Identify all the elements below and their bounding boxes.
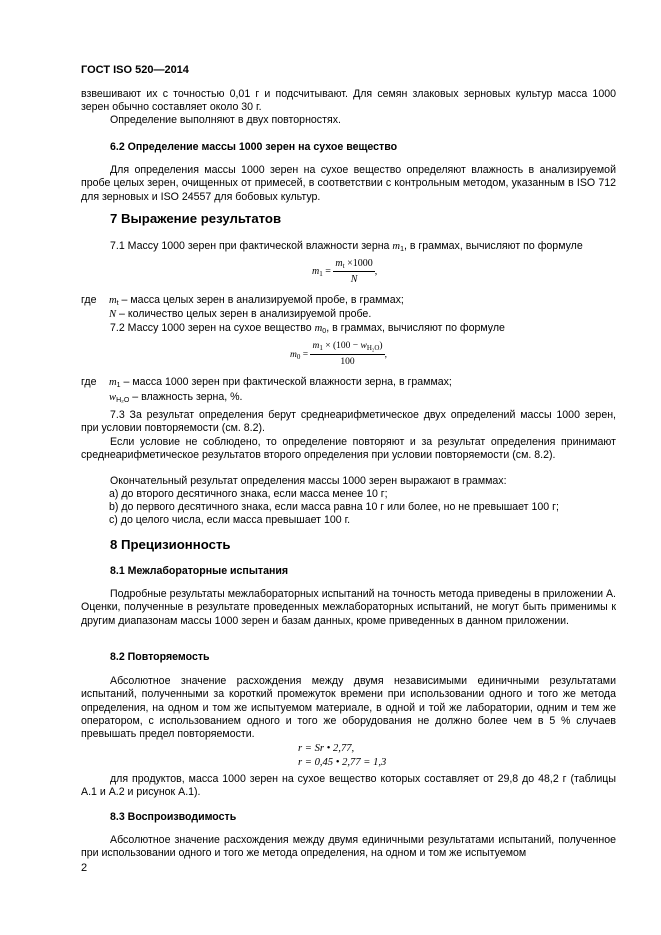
def-n xyxy=(109,308,371,321)
formula-1-num-rest: ×1000 xyxy=(344,258,373,269)
def-w-text: – влажность зерна, %. xyxy=(129,391,243,403)
formula-1 xyxy=(312,257,377,287)
formula-2-num-close: ) xyxy=(379,341,383,351)
formula-2-fraction xyxy=(310,340,384,370)
formula-2-denominator: 100 xyxy=(340,357,355,368)
def-w-sub: H₂O xyxy=(116,397,130,404)
var-m1: m xyxy=(392,241,401,252)
formula-2-lhs-sub: 0 xyxy=(296,352,301,361)
document-header: ГОСТ ISO 520—2014 xyxy=(81,64,189,76)
list-item-b: b) до первого десятичного знака, если масса равна 10 г или более, но не превышает 100 г; xyxy=(109,501,559,513)
def-mt-sub: t xyxy=(116,300,119,307)
formula-2-num-w-sub: H₂O xyxy=(366,344,380,352)
para-7-3: 7.3 За результат определения берут среднеарифметическое двух определений массы 1000 зерен, при условии повторяемости (см. 8.2). xyxy=(81,409,616,435)
def-mt xyxy=(109,294,404,307)
formula-1-numerator xyxy=(333,257,374,272)
formula-1-tail: , xyxy=(374,266,378,278)
page-number: 2 xyxy=(81,862,88,874)
para-7-3-repeat: Если условие не соблюдено, то определение повторяют и за результат определения принимают среднеарифметическое результатов второго определения при условии повторяемости (см. 8.2). xyxy=(81,436,616,462)
formula-2-numerator xyxy=(310,340,384,355)
section-8-1-title: 8.1 Межлабораторные испытания xyxy=(110,565,289,577)
para-7-1-text-a: 7.1 Массу 1000 зерен при фактической влажности зерна xyxy=(110,240,393,252)
def-w xyxy=(109,391,243,404)
def-m1 xyxy=(109,376,452,389)
def-n-text: – количество целых зерен в анализируемой пробе. xyxy=(116,308,372,320)
def-w-var: w xyxy=(109,392,117,403)
def-n-var: N xyxy=(109,309,117,320)
def-m1-var: m xyxy=(109,377,117,388)
equation-r-2: r = 0,45 • 2,77 = 1,3 xyxy=(298,757,387,768)
where-label-1: где xyxy=(81,294,97,306)
def-mt-text: – масса целых зерен в анализируемой пробе, в граммах; xyxy=(118,294,404,306)
section-6-2-title: 6.2 Определение массы 1000 зерен на сухое вещество xyxy=(110,141,398,153)
formula-2-num-w: w xyxy=(360,341,367,351)
intro-paragraph-2: Определение выполняют в двух повторностях. xyxy=(110,114,341,126)
formula-2-num-m: m xyxy=(312,341,320,351)
section-8-title: 8 Прецизионность xyxy=(110,537,231,552)
formula-1-lhs: m xyxy=(312,266,320,278)
para-final-result: Окончательный результат определения массы 1000 зерен выражают в граммах: xyxy=(110,475,507,487)
var-m0-sub: 0 xyxy=(322,328,327,335)
formula-2-eq: = xyxy=(300,349,311,360)
where-label-2: где xyxy=(81,376,97,388)
formula-2-num-mid: × (100 − xyxy=(322,341,361,351)
formula-1-fraction xyxy=(333,257,374,287)
equation-r-1: r = Sr • 2,77, xyxy=(298,743,355,754)
section-8-2-text: Абсолютное значение расхождения между двумя независимыми единичными результатами испытаний, полученными за короткий промежуток времени при использовании одного и того же метода определения, на одном и том же испытуемом материале, в одной и той же лаборатории, одним и тем же оператором, с использованием одного и того же оборудования не должно более чем в 5 % случаев превышать предел повторяемости. xyxy=(81,675,616,741)
section-8-2-after: для продуктов, масса 1000 зерен на сухое вещество которых составляет от 29,8 до 48,2 г (таблицы А.1 и А.2 и рисунок А.1). xyxy=(81,773,616,799)
def-mt-var: m xyxy=(109,295,117,306)
var-m1-sub: 1 xyxy=(400,246,404,253)
section-7-title: 7 Выражение результатов xyxy=(110,211,282,226)
formula-1-denominator: N xyxy=(350,274,358,286)
para-7-2-text-a: 7.2 Массу 1000 зерен на сухое вещество xyxy=(110,322,315,334)
intro-paragraph: взвешивают их с точностью 0,01 г и подсчитывают. Для семян злаковых зерновых культур масса 1000 зерен обычно составляет около 30 г. xyxy=(81,88,616,114)
section-8-3-text: Абсолютное значение расхождения между двумя единичными результатами испытаний, полученное при использовании одного и того же метода определения, на одном и том же испытуемом xyxy=(81,834,616,860)
formula-1-lhs-sub: 1 xyxy=(319,270,323,279)
var-m0: m xyxy=(314,323,323,334)
para-7-2 xyxy=(81,322,616,335)
formula-1-num-sub: t xyxy=(342,262,345,270)
def-m1-text: – масса 1000 зерен при фактической влажности зерна, в граммах; xyxy=(120,376,452,388)
formula-1-eq: = xyxy=(322,266,334,278)
section-8-2-title: 8.2 Повторяемость xyxy=(110,651,210,663)
section-6-2-text: Для определения массы 1000 зерен на сухое вещество определяют влажность в анализируемой пробе целых зерен, очищенных от примесей, в соответствии с контрольным методом, указанным в ISO 712 для зерновых и ISO 24557 для бобовых культур. xyxy=(81,164,616,203)
def-m1-sub: 1 xyxy=(116,382,121,389)
section-8-3-title: 8.3 Воспроизводимость xyxy=(110,811,237,823)
para-7-2-text-b: , в граммах, вычисляют по формуле xyxy=(326,322,505,334)
section-8-1-text: Подробные результаты межлабораторных испытаний на точность метода приведены в приложении А. Оценки, полученные в результате проведенных межлабораторных испытаний, не могут быть применимы к другим диапазонам массы 1000 зерен и базам данных, кроме приведенных в данном приложении. xyxy=(81,588,616,627)
list-item-a: a) до второго десятичного знака, если масса менее 10 г; xyxy=(109,488,388,500)
formula-2-num-m-sub: 1 xyxy=(319,344,323,352)
formula-2 xyxy=(290,340,387,370)
para-7-1 xyxy=(81,240,616,253)
para-7-1-text-b: , в граммах, вычисляют по формуле xyxy=(403,240,583,252)
list-item-c: c) до целого числа, если масса превышает 100 г. xyxy=(109,514,351,526)
formula-2-lhs: m xyxy=(290,349,297,360)
formula-2-tail: , xyxy=(384,349,387,360)
formula-1-num-var: m xyxy=(335,258,343,269)
